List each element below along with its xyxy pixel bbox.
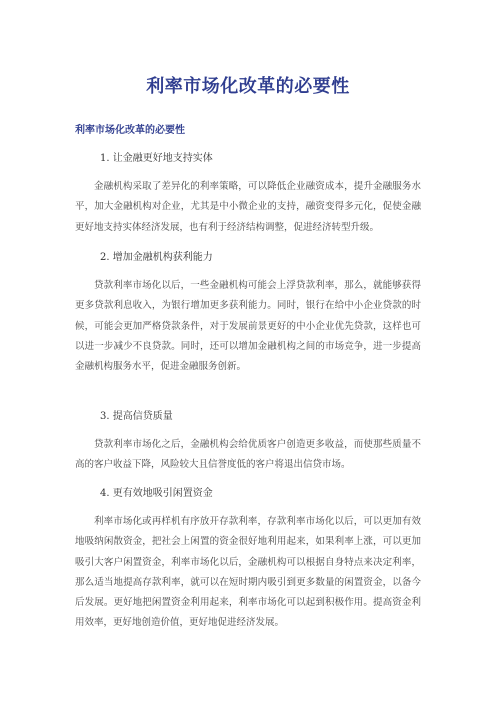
page-title: 利率市场化改革的必要性 [146,76,350,97]
document-subtitle: 利率市场化改革的必要性 [75,125,185,136]
section-heading-4: 4. 更有效地吸引闲置资金 [100,488,213,499]
section-heading-2: 2. 增加金融机构获利能力 [100,252,213,263]
section-body-2: 贷款利率市场化以后，一些金融机构可能会上浮贷款利率，那么，就能够获得更多贷款利息收入，为银行增加更多获利能力。同时，银行在给中小企业贷款的时候，可能会更加严格贷款条件，对于发展前景更好的中小企业优先贷款，这样也可以进一步减少不良贷款。同时，还可以增加金融机构之间的市场竞争，进一步提高金融机构服务水平，促进金融服务创新。 [75,280,421,373]
section-body-1: 金融机构采取了差异化的利率策略，可以降低企业融资成本，提升金融服务水平，加大金融机构对企业，尤其是中小微企业的支持，融资变得多元化，促使金融更好地支持实体经济发展，也有利于经济结构调整，促进经济转型升级。 [75,181,421,233]
section-body-4: 利率市场化或再样机有序放开存款利率，存款利率市场化以后，可以更加有效地吸纳闲散资金，把社会上闲置的资金很好地利用起来，如果利率上涨，可以更加吸引大客户闲置资金，利率市场化以后，金融机构可以根据自身特点来决定利率，那么适当地提高存款利率，就可以在短时期内吸引到更多数量的闲置资金，以备今后发展。更好地把闲置资金利用起来，利率市场化可以起到积极作用。提高资金利用效率，更好地创造价值，更好地促进经济发展。 [75,516,421,629]
section-heading-3: 3. 提高信贷质量 [100,411,173,422]
section-heading-1: 1. 让金融更好地支持实体 [100,153,213,164]
section-body-3: 贷款利率市场化之后，金融机构会给优质客户创造更多收益，而使那些质量不高的客户收益下降，风险较大且信誉度低的客户将退出信贷市场。 [75,439,421,471]
